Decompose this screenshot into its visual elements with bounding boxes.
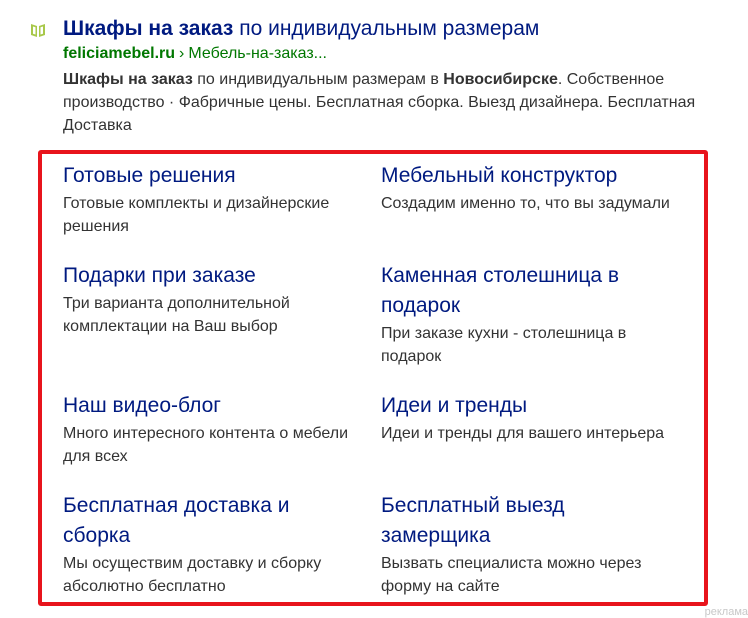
sitelink-description: Мы осуществим доставку и сборку абсолютно бесплатно (63, 555, 322, 595)
result-snippet (63, 68, 723, 137)
sitelink-free-measurer (381, 491, 671, 598)
sitelink-free-delivery (63, 491, 333, 598)
result-title-rest: по индивидуальным размерам (239, 17, 540, 40)
sitelink-description: Готовые комплекты и дизайнерские решения (63, 195, 330, 235)
result-title-link[interactable] (63, 15, 539, 43)
snippet-text-1: по индивидуальным размерам в (197, 71, 439, 88)
sitelink-description: Много интересного контента о мебели для всех (63, 425, 349, 465)
book-favicon-icon (30, 22, 46, 38)
snippet-text-2: . Собственное производство · Фабричные цены. Бесплатная сборка. Выезд дизайнера. Бесплатная Доставка (63, 71, 696, 134)
sitelink-description: Вызвать специалиста можно через форму на сайте (381, 555, 642, 595)
result-title-bold: Шкафы на заказ (63, 17, 234, 40)
sitelink-title[interactable]: Бесплатный выезд замерщика (381, 494, 565, 547)
result-path-link[interactable]: Мебель-на-заказ... (188, 45, 327, 62)
sitelink-video-blog (63, 391, 363, 468)
sitelink-gifts (63, 261, 363, 338)
sitelink-stone-countertop (381, 261, 661, 368)
breadcrumb-separator: › (179, 45, 185, 62)
sitelink-title[interactable]: Готовые решения (63, 164, 236, 187)
sitelink-ideas-trends (381, 391, 681, 445)
sitelink-title[interactable]: Каменная столешница в подарок (381, 264, 620, 317)
snippet-bold-1: Шкафы на заказ (63, 71, 193, 88)
snippet-bold-2: Новосибирске (443, 71, 558, 88)
sitelink-ready-solutions (63, 161, 363, 238)
ad-label: реклама (704, 606, 748, 618)
sitelink-title[interactable]: Мебельный конструктор (381, 164, 618, 187)
sitelink-furniture-constructor (381, 161, 681, 215)
sitelink-description: Идеи и тренды для вашего интерьера (381, 425, 665, 442)
sitelink-title[interactable]: Бесплатная доставка и сборка (63, 494, 290, 547)
result-domain-link[interactable]: feliciamebel.ru (63, 45, 176, 62)
sitelink-title[interactable]: Наш видео-блог (63, 394, 221, 417)
sitelink-title[interactable]: Идеи и тренды (381, 394, 528, 417)
sitelink-description: Создадим именно то, что вы задумали (381, 195, 670, 212)
sitelink-description: При заказе кухни - столешница в подарок (381, 325, 627, 365)
sitelink-description: Три варианта дополнительной комплектации на Ваш выбор (63, 295, 290, 335)
result-url-breadcrumb (63, 43, 327, 65)
sitelink-title[interactable]: Подарки при заказе (63, 264, 256, 287)
